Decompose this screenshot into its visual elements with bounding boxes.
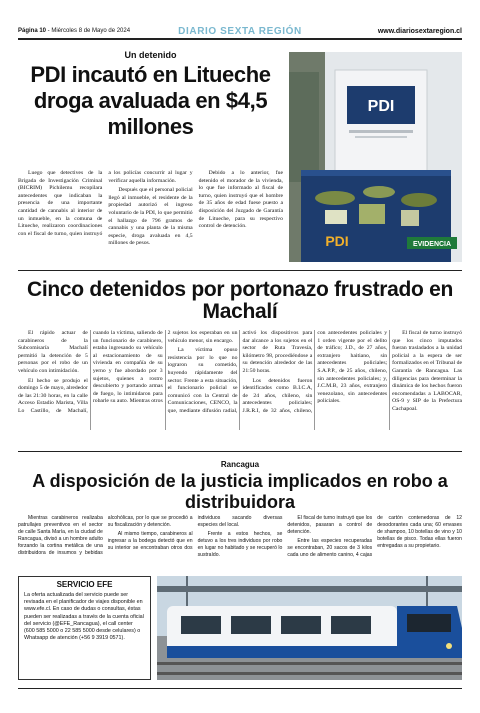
story3-headline: A disposición de la justicia implicados en robo a distribuidora	[32, 471, 448, 512]
story2-paragraph: El fiscal de turno instruyó que los cinco imputados fueran trasladados a la unidad policial a la espera de ser formalizados en el Tribunal de Garantía de Rancagua. Las diligencias para determinar la dinámica de los hechos fueron encomendadas a LABOCAR, OS-9 y SIP de la Prefectura Cachapoal.	[392, 330, 462, 412]
story2-body	[18, 330, 462, 430]
story3-body	[18, 515, 462, 573]
story2-paragraph: La víctima opuso resistencia por lo que no lograron su cometido, huyendo rápidamente del sector. Frente a esta situación, el funcionario policial se comunicó con la Central de Comunicaciones, CENCO, la que, mediante difusión radial, activó los dispositivos para dar alcance a los sujetos en el sector de Ruta Travesía, kilómetro 98, procediéndose a su detención alrededor de las 21:50 horas.	[167, 330, 313, 414]
story1-paragraph: Luego que detectives de la Brigada de Investigación Criminal (BICRIM) Pichilemu recopilara antecedentes que indicaban la presencia de una importante cantidad de cannabis al interior de un inmueble, en la comuna de Litueche, realizaron coordinaciones con el fiscal de turno, quien instruyó a los policías concurrir al lugar y verificar aquella información.	[18, 170, 193, 237]
story3-paragraph: Frente a estos hechos, se detuvo a los tres individuos por robo en lugar no habitado y se recuperó lo sustraído.	[197, 531, 283, 558]
newspaper-name: DIARIO SEXTA REGIÓN	[178, 25, 302, 37]
section-divider	[18, 451, 462, 452]
efe-box-title: SERVICIO EFE	[56, 580, 113, 589]
section-divider	[18, 270, 462, 271]
story1-body	[18, 170, 283, 265]
story1-evidence-photo	[289, 52, 462, 262]
evidence-sign-text: EVIDENCIA	[412, 241, 452, 248]
story1-headline: PDI incautó en Litueche droga avaluada en $4,5 millones	[30, 62, 271, 139]
pdi-table-text: PDI	[325, 233, 349, 249]
page-info	[18, 28, 158, 34]
story3-kicker: Rancagua	[220, 460, 260, 469]
train-photo	[157, 576, 462, 680]
page-header	[18, 24, 462, 40]
story1-paragraph: Debido a lo anterior, fue detenido el morador de la vivienda, lo que fue informado al fiscal de turno, quien instruyó que el hombre de 35 años de edad fuese puesto a disposición del Juzgado de Garantía de Litueche, para su respectivo control de detención.	[198, 170, 283, 230]
website-link[interactable]: www.diariosextaregion.cl	[377, 27, 462, 35]
page-number: Página 10	[18, 28, 47, 34]
story1-kicker: Un detenido	[124, 50, 177, 60]
issue-date: - Miércoles 8 de Mayo de 2024	[46, 28, 131, 34]
story3-paragraph: Al mismo tiempo, carabineros al ingresar a la bodega detectó que en su interior se encontraban otros dos individuos sacando diversas especies del local.	[107, 515, 283, 551]
efe-box-text: La oferta actualizada del servicio puede ser revisada en el planificador de viajes disponible en www.efe.cl. En caso de dudas o consultas, éstas pueden ser realizadas a través de la cuenta oficial del servicio (@EFE_Rancagua), el call center (600 585 5000 o 22 585 5000 desde celulares) o Whatsapp de atención (+56 9 3919 0571).	[24, 592, 144, 642]
story2-paragraph: Los detenidos fueron identificados como B.I.C.A, de 24 años, chileno, sin antecedentes policiales; J.R.R.I, de 32 años, chileno, con antecedentes policiales y 1 orden vigente por el delito de tráfico; J.D., de 27 años, extranjero haitiano, sin antecedentes policiales; S.A.P.P., de 25 años, chileno, sin antecedentes policiales; y, J.C.M.B, 23 años, extranjero venezolano, sin antecedentes policiales.	[242, 330, 388, 414]
story3-paragraph: Entre las especies recuperadas se encontraban, 20 sacos de 3 kilos cada uno de alimento canino, 4 cajas de cartón contenedoras de 12 desodorantes cada una; 60 envases de shampoo, 10 botellas de vino y 10 botellas de pisco. Todas ellas fueron entregadas a su propietario.	[287, 515, 462, 558]
story2-paragraph: El rápido actuar de carabineros de la Subcomisaría Machalí permitió la detención de 5 personas por el robo de un vehículo con intimidación.	[18, 330, 88, 374]
story1-paragraph: Después que el personal policial llegó al inmueble, el residente de la propiedad autorizó el ingreso voluntario de la PDI, lo que permitió el hallazgo de 796 gramos de cannabis y una planta de la misma especie, droga avaluada en 4,5 millones de pesos.	[108, 187, 193, 247]
efe-service-box	[18, 576, 151, 680]
evidence-photo-illustration	[289, 52, 462, 262]
story2-headline: Cinco detenidos por portonazo frustrado en Machalí	[26, 278, 454, 323]
pdi-banner-text: PDI	[367, 98, 395, 115]
story3-paragraph: El fiscal de turno instruyó que los detenidos, pasaran a control de detención.	[287, 515, 373, 535]
story3-paragraph: Mientras carabineros realizaba patrullajes preventivos en el sector de calle Santa María, en la ciudad de Rancagua, divisó a un hombre adulto forzando la cortina metálica de una distribuidora de insumos y bebidas alcohólicas, por lo que se procedió a su fiscalización y detención.	[18, 515, 193, 556]
story2-paragraph: El hecho se produjo el domingo 5 de mayo, alrededor de las 21:30 horas, en la calle Acceso Estadio Marista, Villa Lo Castillo, de Machalí, cuando la víctima, saliendo de un funcionario de carabinero, estaba ingresando su vehículo al estacionamiento de su vivienda en compañía de su yerno y fue abordado por 3 sujetos, quienes a rostro descubierto y portando armas de fuego, lo intimidaron para robarle su auto. Mientras otros 2 sujetos los esperaban en un vehículo menor, sin encargo.	[18, 330, 238, 414]
train-illustration	[157, 576, 462, 680]
page-bottom-rule	[18, 688, 462, 689]
